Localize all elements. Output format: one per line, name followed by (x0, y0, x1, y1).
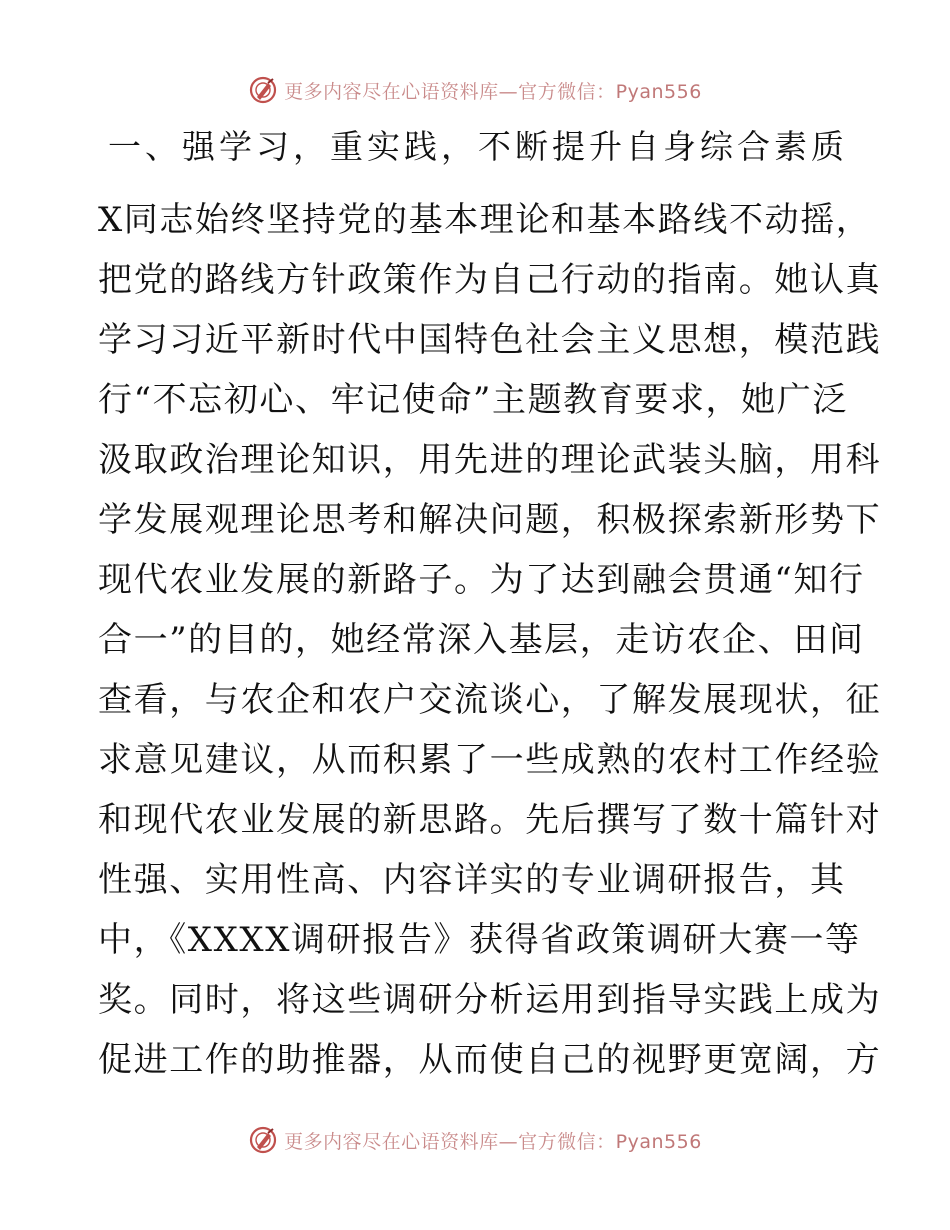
watermark-text: 更多内容尽在心语资料库—官方微信：Pyan556 (284, 1130, 702, 1153)
text-line: 中，《XXXX调研报告》获得省政策调研大赛一等 (98, 920, 861, 960)
body-paragraph (98, 190, 882, 1090)
text-line: 合一”的目的，她经常深入基层，走访农企、田间 (98, 620, 865, 660)
text-line: 现代农业发展的新路子。为了达到融会贯通“知行 (98, 560, 865, 600)
text-line: 和现代农业发展的新思路。先后撰写了数十篇针对 (98, 800, 882, 840)
text-line: 性强、实用性高、内容详实的专业调研报告，其 (98, 860, 846, 900)
text-line: 行“不忘初心、牢记使命”主题教育要求，她广泛 (98, 380, 848, 420)
text-line: 促进工作的助推器，从而使自己的视野更宽阔，方 (98, 1040, 882, 1080)
text-line: 查看，与农企和农户交流谈心，了解发展现状，征 (98, 680, 882, 720)
text-line: X同志始终坚持党的基本理论和基本路线不动摇， (98, 200, 872, 240)
pen-logo-icon (248, 1125, 278, 1155)
text-line: 学习习近平新时代中国特色社会主义思想，模范践 (98, 320, 882, 360)
header-watermark (0, 70, 950, 110)
text-line: 求意见建议，从而积累了一些成熟的农村工作经验 (98, 740, 882, 780)
watermark-text: 更多内容尽在心语资料库—官方微信：Pyan556 (284, 80, 702, 103)
pen-logo-icon (248, 75, 278, 105)
text-line: 把党的路线方针政策作为自己行动的指南。她认真 (98, 260, 882, 300)
section-heading: 一、强学习，重实践，不断提升自身综合素质 (108, 127, 848, 166)
footer-watermark (0, 1120, 950, 1160)
text-line: 奖。同时，将这些调研分析运用到指导实践上成为 (98, 980, 882, 1020)
text-line: 汲取政治理论知识，用先进的理论武装头脑，用科 (98, 440, 882, 480)
text-line: 学发展观理论思考和解决问题，积极探索新形势下 (98, 500, 882, 540)
